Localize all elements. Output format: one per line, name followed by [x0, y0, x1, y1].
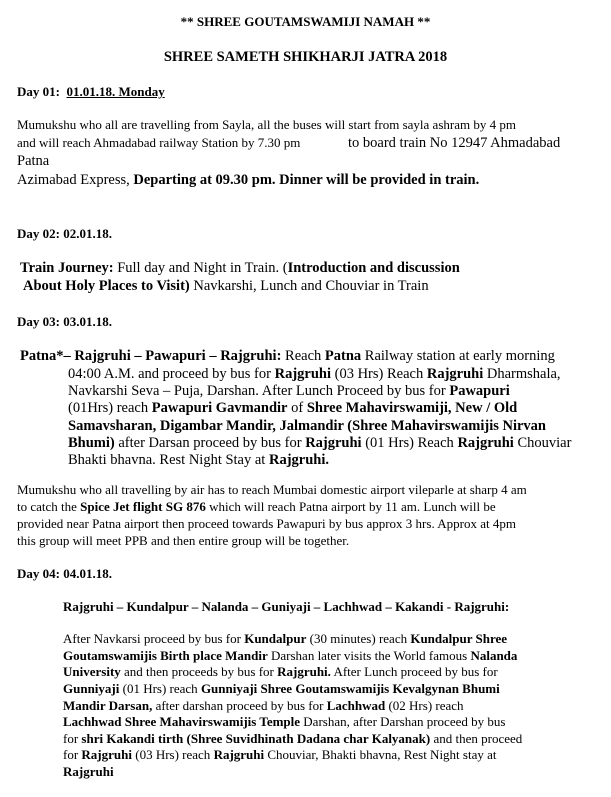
day4-text: Chouviar, Bhakti bhavna, Rest Night stay at [264, 747, 497, 762]
day4-place: Kundalpur [244, 631, 307, 646]
day3-text: Railway station at early morning [361, 348, 555, 364]
day1-text-line [17, 135, 561, 151]
day2-text-line [20, 259, 460, 277]
day4-place: Lachhwad Shree Mahavirswamijis Temple [63, 714, 301, 729]
day1-date: 01.01.18. Monday [66, 84, 165, 99]
day3-text: Bhakti bhavna. Rest Night Stay at [68, 452, 269, 468]
day4-text: (30 minutes) reach [306, 631, 411, 646]
day4-text-line [63, 648, 517, 664]
day3-place: Rajgruhi [274, 366, 331, 382]
day3-place: Pawapuri [449, 383, 510, 399]
day4-text: After Lunch proceed by bus for [330, 664, 498, 679]
day1-text: to board train No 12947 Ahmadabad [348, 135, 561, 151]
day4-text: (02 Hrs) reach [385, 698, 464, 713]
day1-label: Day 01: [17, 84, 60, 99]
day1-text-line: Mumukshu who all are travelling from Sayla, all the buses will start from sayla ashram by 4 pm [17, 117, 516, 132]
day3-text-line [68, 399, 517, 417]
day1-heading [17, 84, 165, 100]
day4-place: Nalanda [470, 648, 518, 663]
day3-text: 04:00 A.M. and proceed by bus for [68, 366, 275, 382]
day4-text: (03 Hrs) reach [131, 747, 214, 762]
day3-place: Patna [324, 348, 362, 364]
day2-text-line [23, 277, 429, 295]
day4-text-line [63, 698, 464, 714]
day4-text: for [63, 747, 82, 762]
day4-text-line [63, 631, 507, 647]
day3-text: (03 Hrs) Reach [331, 366, 427, 382]
day3-text-line: Samavsharan, Digambar Mandir, Jalmandir (Shree Mahavirswamijis Nirvan [68, 418, 546, 434]
day3-text-line [68, 365, 561, 383]
day3-text: of [287, 400, 307, 416]
day2-bold-text: About Holy Places to Visit) [23, 278, 190, 294]
day3-text-line [20, 347, 555, 365]
day4-text: After Navkarsi proceed by bus for [63, 631, 245, 646]
day4-text: after darshan proceed by bus for [152, 698, 327, 713]
day4-place: Kundalpur Shree [410, 631, 508, 646]
day3-text-line [68, 451, 329, 469]
day3-place: Bhumi) [68, 435, 115, 451]
flight-number: Spice Jet flight SG 876 [80, 499, 206, 514]
air-travel-line: provided near Patna airport then proceed towards Pawapuri by bus approx 3 hrs. Approx at 4pm [17, 516, 516, 531]
day3-text: Dharmshala, [483, 366, 561, 382]
air-travel-text: which will reach Patna airport by 11 am. Lunch will be [205, 499, 496, 514]
day4-place: University [63, 664, 121, 679]
departure-note: Departing at 09.30 pm. Dinner will be provided in train. [133, 172, 480, 188]
day1-text-line [17, 171, 479, 189]
day1-text: and will reach Ahmadabad railway Station by 7.30 pm [17, 135, 301, 150]
day4-heading: Day 04: 04.01.18. [17, 566, 112, 581]
day4-text-line [63, 731, 522, 747]
page-title: SHREE SAMETH SHIKHARJI JATRA 2018 [163, 49, 448, 65]
day3-place: Rajgruhi [305, 435, 362, 451]
day4-place: Goutamswamijis Birth place Mandir [63, 648, 268, 663]
day4-place: Rajgruhi [81, 747, 132, 762]
day3-text-line [68, 434, 571, 452]
air-travel-line: Mumukshu who all travelling by air has to reach Mumbai domestic airport vileparle at sharp 4 am [17, 482, 527, 497]
day3-text: Chouviar [513, 435, 572, 451]
day3-route: Patna*– Rajgruhi – Pawapuri – Rajgruhi: [20, 348, 282, 364]
day4-text: Darshan later visits the World famous [267, 648, 471, 663]
day4-place: Rajgruhi. [277, 664, 331, 679]
day4-place: Gunniyaji [63, 681, 120, 696]
day3-text: Reach [281, 348, 325, 364]
day3-place: Shree Mahavirswamiji, New / Old [306, 400, 518, 416]
day4-text: (01 Hrs) reach [119, 681, 201, 696]
day4-text: Darshan, after Darshan proceed by bus [300, 714, 506, 729]
day4-text: and then proceeds by bus for [120, 664, 278, 679]
day3-place: Rajgruhi [457, 435, 514, 451]
day3-text: after Darsan proceed by bus for [114, 435, 306, 451]
day1-text: Azimabad Express, [17, 172, 134, 188]
day4-place: Mandir Darsan, [63, 698, 153, 713]
day4-place: Gunniyaji Shree Goutamswamijis Kevalgynan Bhumi [200, 681, 500, 696]
day4-text-line [63, 664, 498, 680]
day4-text-line [63, 681, 500, 697]
day4-text-line [63, 747, 497, 763]
salutation-heading: ** SHREE GOUTAMSWAMIJI NAMAH ** [180, 14, 431, 29]
day4-text: and then proceed [430, 731, 523, 746]
day4-place: Rajgruhi [213, 747, 265, 762]
day3-place: Pawapuri Gavmandir [151, 400, 288, 416]
air-travel-line: this group will meet PPB and then entire group will be together. [17, 533, 350, 548]
day3-place: Rajgruhi [426, 366, 484, 382]
day3-text: (01 Hrs) Reach [361, 435, 458, 451]
day3-text-line [68, 382, 510, 400]
day4-text: for [63, 731, 82, 746]
air-travel-line [17, 499, 496, 515]
day4-route: Rajgruhi – Kundalpur – Nalanda – Guniyaji – Lachhwad – Kakandi - Rajgruhi: [63, 599, 510, 614]
day3-place: Rajgruhi. [268, 452, 329, 468]
day3-heading: Day 03: 03.01.18. [17, 314, 112, 329]
day2-text: Full day and Night in Train. ( [113, 260, 288, 276]
air-travel-text: to catch the [17, 499, 81, 514]
day2-text: Navkarshi, Lunch and Chouviar in Train [189, 278, 429, 294]
day3-text: (01Hrs) reach [68, 400, 152, 416]
day4-place: Lachhwad [326, 698, 386, 713]
train-journey-label: Train Journey: [20, 260, 114, 276]
day4-place: shri Kakandi tirth (Shree Suvidhinath Dadana char Kalyanak) [81, 731, 431, 746]
day4-text-line: Rajgruhi [63, 764, 114, 779]
day3-text: Navkarshi Seva – Puja, Darshan. After Lunch Proceed by bus for [68, 383, 450, 399]
day1-text-line: Patna [17, 153, 50, 169]
day2-bold-text: Introduction and discussion [287, 260, 460, 276]
day2-heading: Day 02: 02.01.18. [17, 226, 112, 241]
day4-text-line [63, 714, 505, 730]
